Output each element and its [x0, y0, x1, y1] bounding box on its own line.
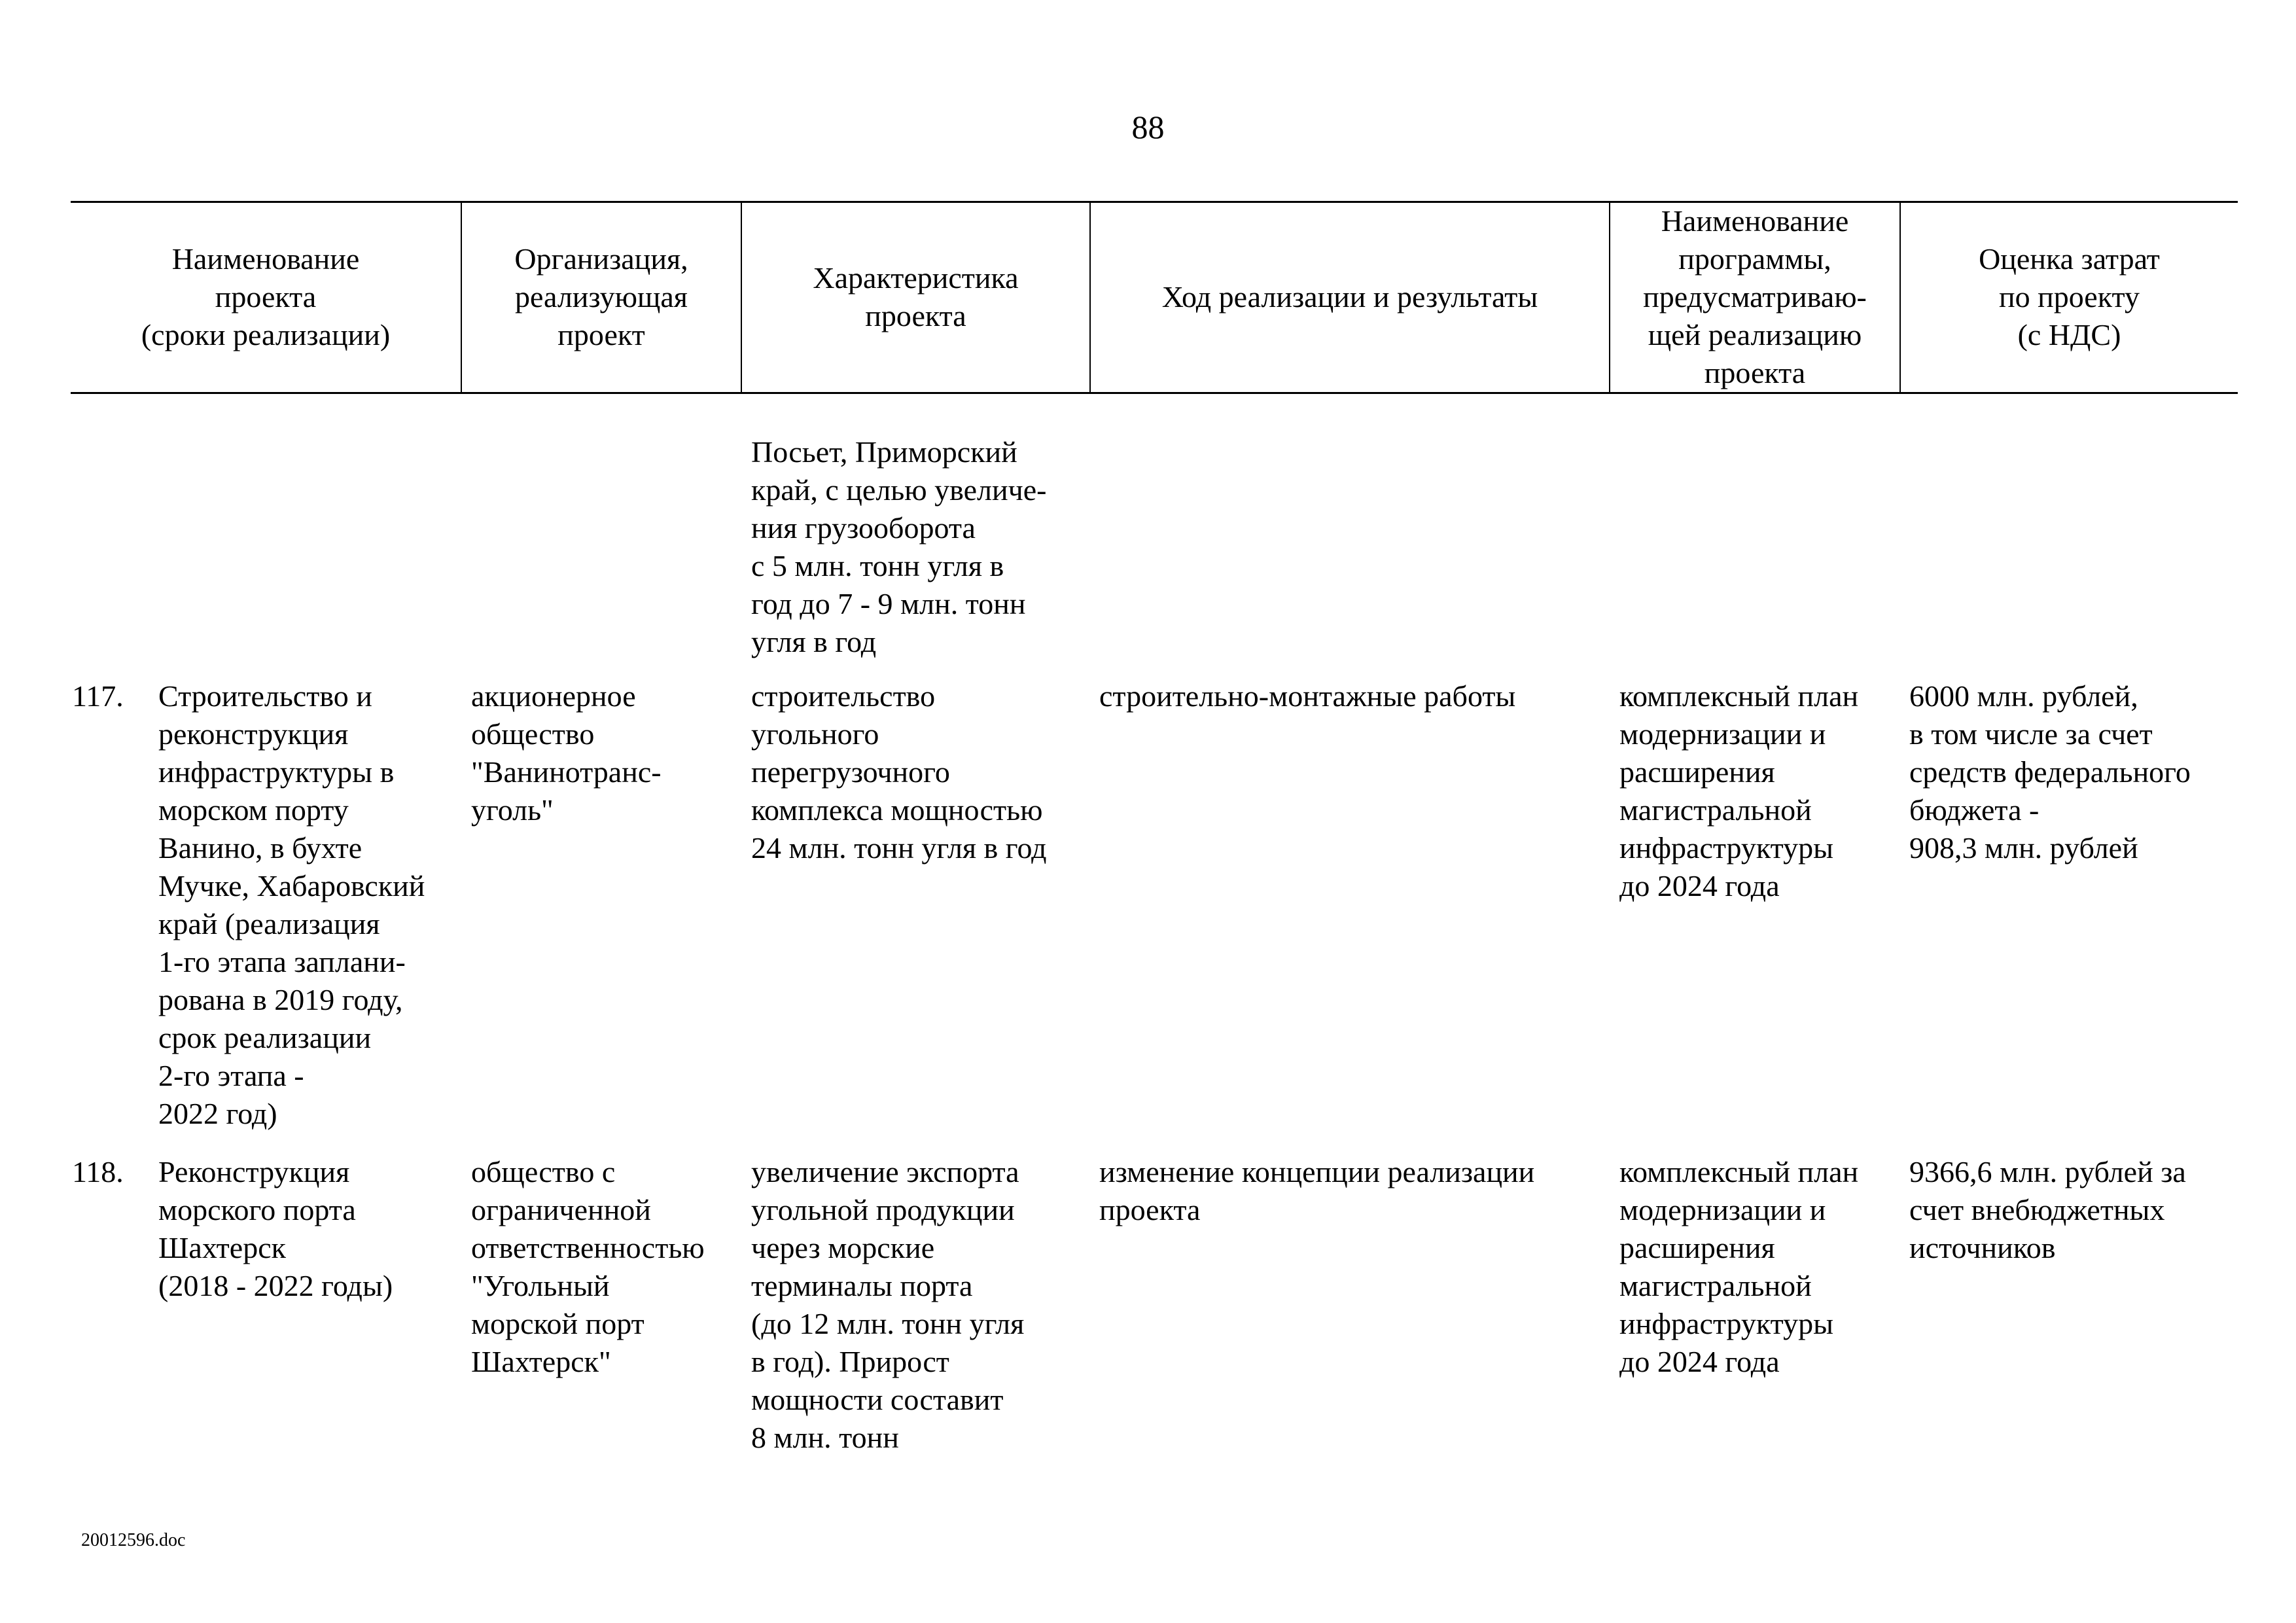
header-organization: Организация, реализующая проект — [514, 242, 688, 351]
organization: общество с ограниченной ответственностью "Угольный морской порт Шахтерск" — [471, 1155, 705, 1378]
page-number: 88 — [1131, 109, 1165, 145]
project-name: Реконструкция морского порта Шахтерск (2018 - 2022 годы) — [158, 1155, 393, 1302]
characteristic: строительство угольного перегрузочного комплекса мощностью 24 млн. тонн угля в год — [751, 679, 1047, 865]
header-cost: Оценка затрат по проекту (с НДС) — [1979, 242, 2160, 351]
row-number: 118. — [72, 1155, 124, 1188]
cost: 6000 млн. рублей, в том числе за счет средств федерального бюджета - 908,3 млн. рублей — [1909, 679, 2191, 865]
organization: акционерное общество "Ванинотранс- уголь" — [471, 679, 662, 827]
document-filename: 20012596.doc — [81, 1530, 186, 1550]
cost: 9366,6 млн. рублей за счет внебюджетных источников — [1909, 1155, 2186, 1264]
continuation-characteristic: Посьет, Приморский край, с целью увеличе- ния грузооборота с 5 млн. тонн угля в год до 7 - 9 млн. тонн угля в год — [751, 435, 1047, 658]
progress: строительно-монтажные работы — [1099, 679, 1516, 713]
header-progress: Ход реализации и результаты — [1161, 280, 1538, 313]
project-name: Строительство и реконструкция инфраструктуры в морском порту Ванино, в бухте Мучке, Хабаровский край (реализация 1-го этапа заплани- рована в 2019 году, срок реализации 2-го этапа - 2022 год) — [158, 679, 425, 1130]
characteristic: увеличение экспорта угольной продукции через морские терминалы порта (до 12 млн. тонн угля в год). Прирост мощности составит 8 млн. тонн — [751, 1155, 1025, 1454]
header-project-name: Наименование проекта (сроки реализации) — [141, 242, 391, 351]
row-number: 117. — [72, 679, 124, 713]
header-characteristic: Характеристика проекта — [813, 261, 1019, 332]
program: комплексный план модернизации и расширения магистральной инфраструктуры до 2024 года — [1619, 1155, 1859, 1378]
progress: изменение концепции реализации проекта — [1099, 1155, 1535, 1226]
header-program: Наименование программы, предусматриваю- щей реализацию проекта — [1643, 204, 1867, 389]
program: комплексный план модернизации и расширения магистральной инфраструктуры до 2024 года — [1619, 679, 1859, 902]
